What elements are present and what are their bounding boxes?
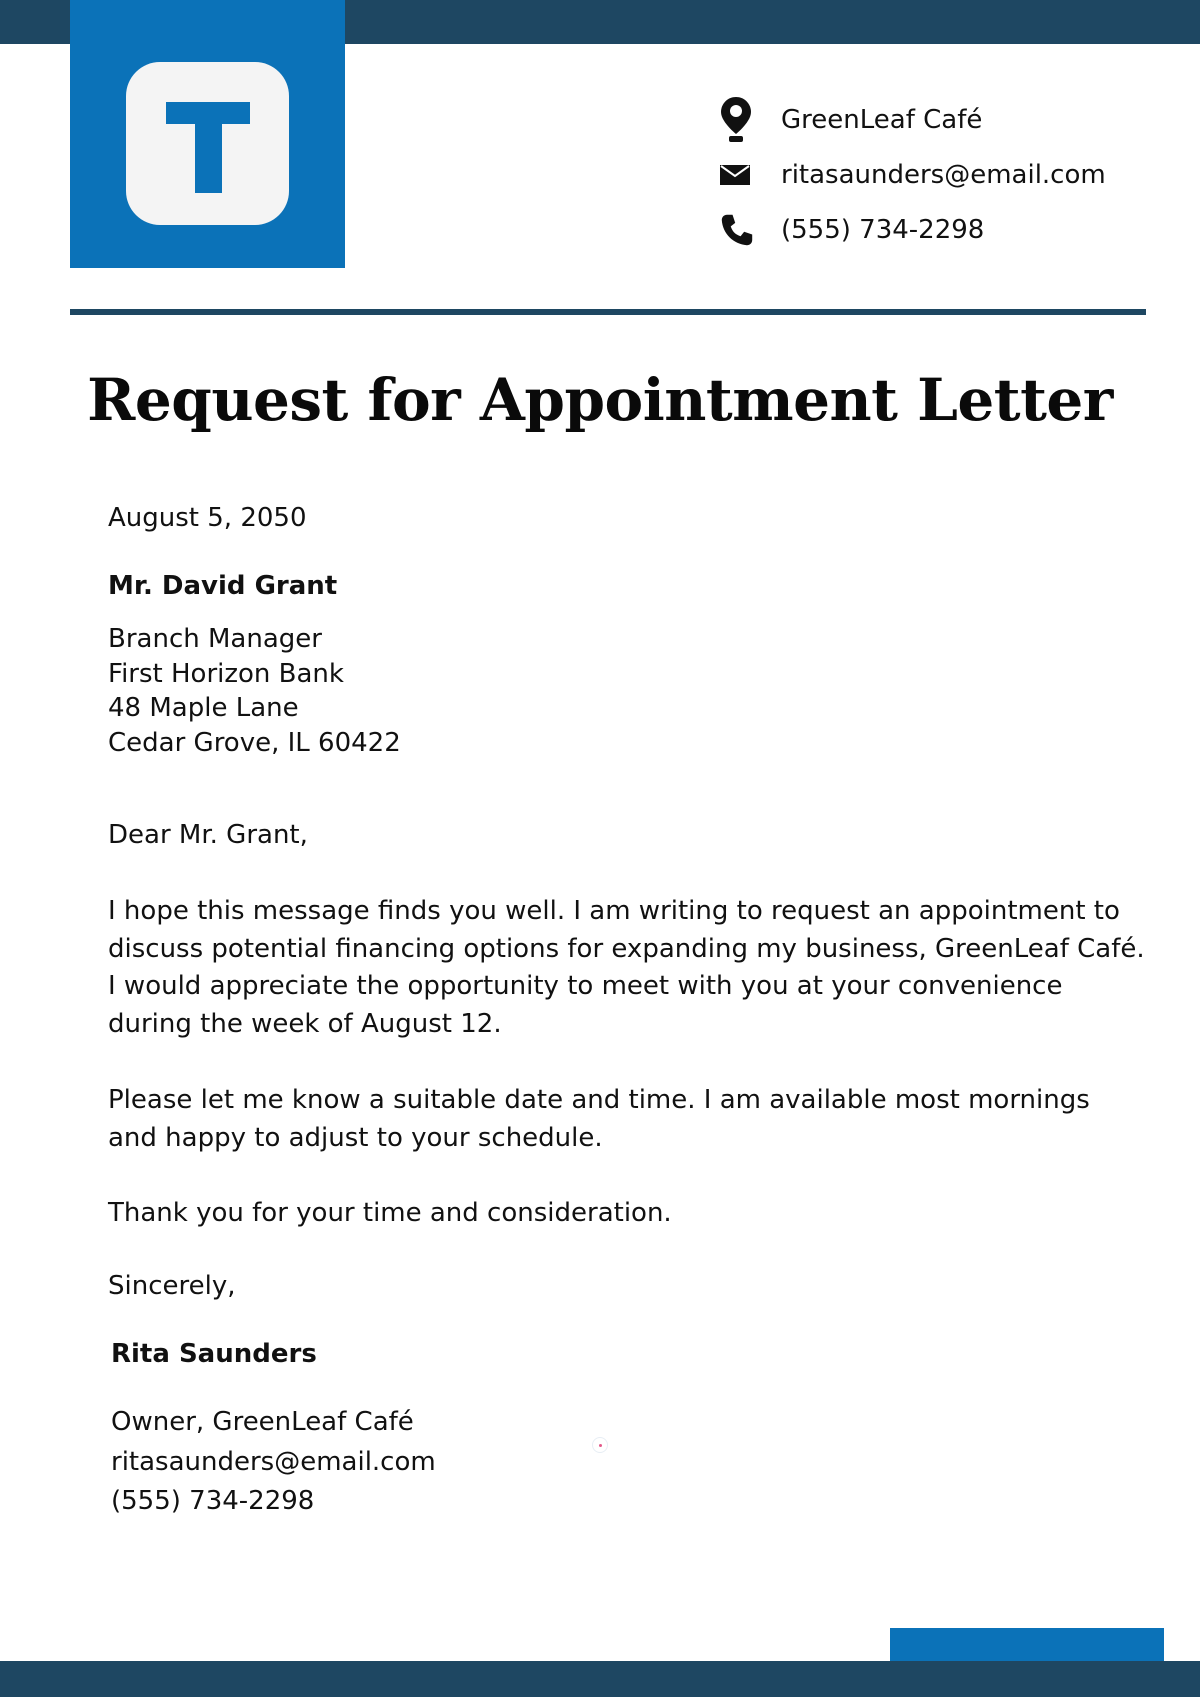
paragraph-line: I would appreciate the opportunity to meet with you at your convenience bbox=[108, 971, 1063, 1002]
paragraph-line: discuss potential financing options for expanding my business, GreenLeaf Café. bbox=[108, 933, 1145, 964]
closing: Sincerely, bbox=[108, 1271, 236, 1301]
address-line: First Horizon Bank bbox=[108, 658, 344, 689]
page-title: Request for Appointment Letter bbox=[87, 366, 1113, 434]
signature-name: Rita Saunders bbox=[111, 1339, 317, 1369]
contact-email-row bbox=[720, 147, 1106, 202]
contact-company-row bbox=[720, 92, 983, 147]
address-line: Branch Manager bbox=[108, 624, 322, 654]
paragraph-line: Please let me know a suitable date and time. I am available most mornings bbox=[108, 1085, 1090, 1115]
logo-block bbox=[70, 0, 345, 268]
paragraph-line: during the week of August 12. bbox=[108, 1008, 502, 1039]
recipient-address bbox=[108, 622, 1108, 761]
paragraph-line: and happy to adjust to your schedule. bbox=[108, 1122, 603, 1153]
paragraph-2 bbox=[108, 1082, 1108, 1157]
address-line: 48 Maple Lane bbox=[108, 693, 299, 724]
paragraph-1 bbox=[108, 893, 1145, 1043]
signature-details bbox=[111, 1403, 1111, 1522]
signature-email[interactable]: ritasaunders@email.com bbox=[111, 1446, 436, 1477]
company-name: GreenLeaf Café bbox=[781, 104, 983, 135]
location-pin-icon bbox=[720, 100, 754, 140]
logo-tile bbox=[126, 62, 289, 225]
header-divider bbox=[70, 309, 1146, 315]
address-line: Cedar Grove, IL 60422 bbox=[108, 728, 401, 759]
salutation: Dear Mr. Grant, bbox=[108, 820, 308, 850]
signature-title: Owner, GreenLeaf Café bbox=[111, 1407, 414, 1437]
contact-phone-row bbox=[720, 202, 985, 257]
contact-block bbox=[720, 92, 1106, 257]
logo-letter-t bbox=[126, 62, 289, 225]
paragraph-line: I hope this message finds you well. I am writing to request an appointment to bbox=[108, 896, 1120, 926]
contact-email[interactable]: ritasaunders@email.com bbox=[781, 159, 1106, 190]
recipient-name: Mr. David Grant bbox=[108, 571, 338, 601]
signature-phone[interactable]: (555) 734-2298 bbox=[111, 1486, 315, 1517]
bottom-bar bbox=[0, 1661, 1200, 1697]
cursor-indicator bbox=[592, 1437, 608, 1453]
paragraph-3 bbox=[108, 1195, 1108, 1233]
letter-date: August 5, 2050 bbox=[108, 503, 307, 533]
paragraph-line: Thank you for your time and consideration. bbox=[108, 1198, 672, 1228]
phone-icon bbox=[720, 210, 754, 250]
contact-phone[interactable]: (555) 734-2298 bbox=[781, 214, 985, 245]
mail-icon bbox=[720, 155, 754, 195]
